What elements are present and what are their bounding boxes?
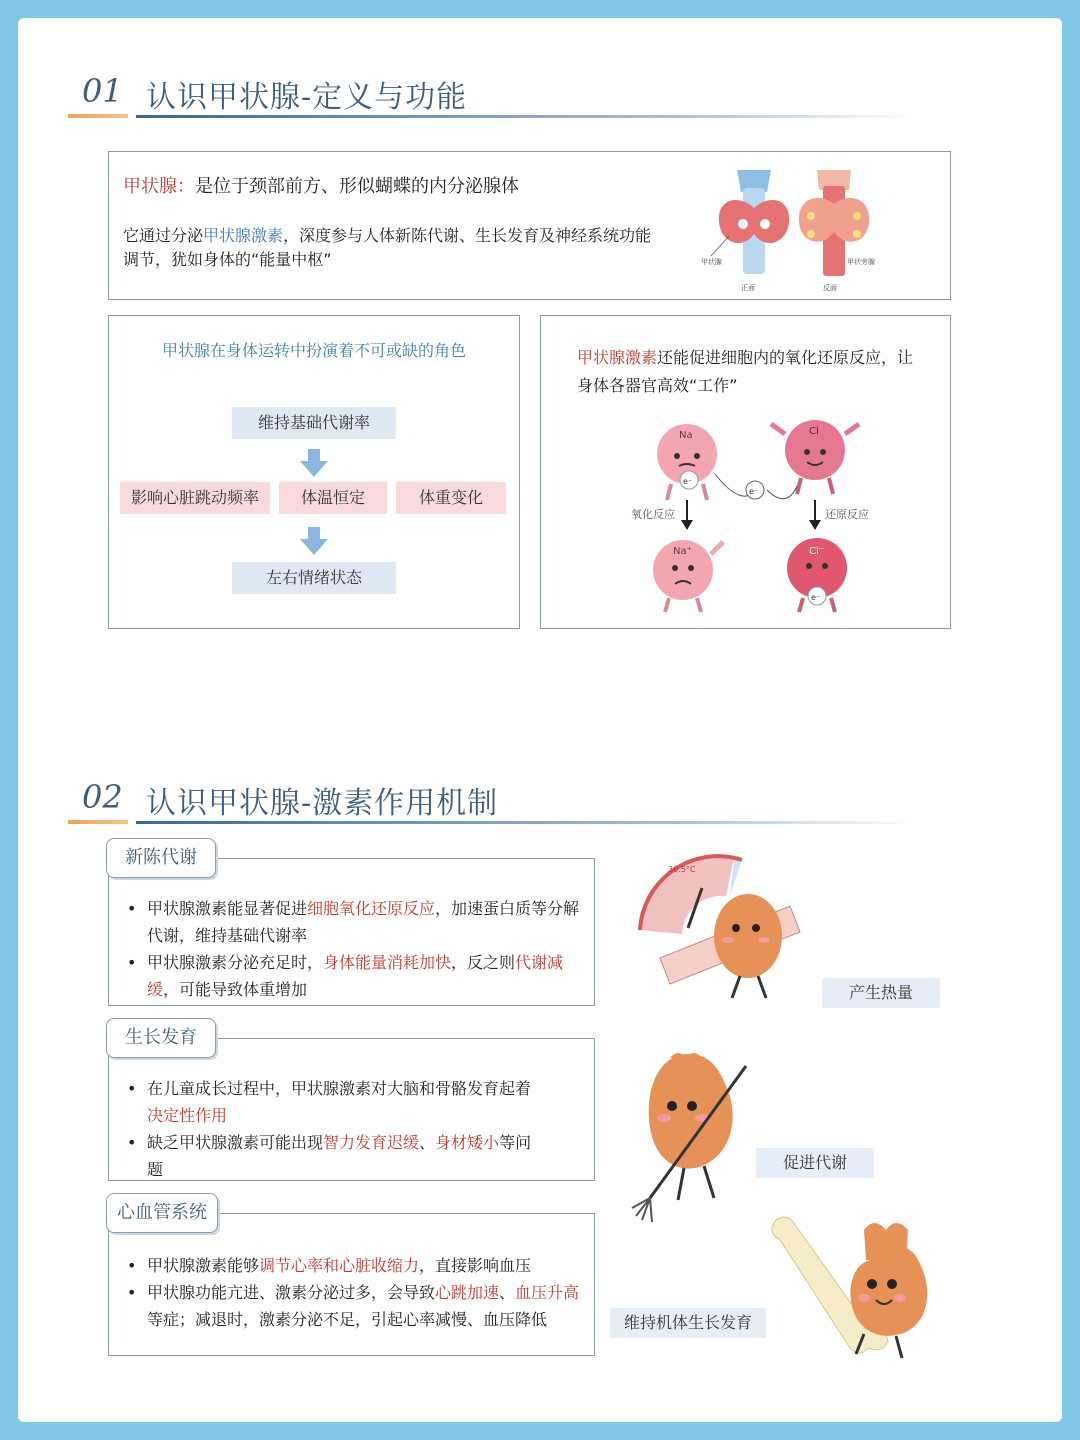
reduction-label: 还原反应: [825, 508, 869, 521]
flow-body-temperature: 体温恒定: [279, 482, 387, 514]
thermo-temp: 36.5°C: [668, 865, 696, 874]
description-highlight: 甲状腺激素: [203, 226, 284, 245]
redox-illustration: [611, 414, 911, 624]
caption-heat: 产生热量: [822, 978, 940, 1008]
heat-mascot-illustration: [630, 848, 820, 1008]
growth-list: [125, 1075, 545, 1183]
na-electron: e⁻: [683, 477, 693, 486]
growth-box: [108, 1038, 595, 1181]
caption-metabolism: 促进代谢: [756, 1148, 874, 1178]
electron-path-left: [715, 474, 751, 496]
flow-weight-change: 体重变化: [396, 482, 506, 514]
thyroid-front-view: [711, 170, 789, 274]
flow-arrow-stem-2: [308, 527, 320, 539]
cl-ion-label: Cl⁻: [809, 546, 825, 557]
cardio-list: [125, 1252, 587, 1333]
role-box-title: 甲状腺在身体运转中扮演着不可或缺的角色: [161, 341, 466, 360]
role-box: [108, 315, 520, 629]
flow-arrow-down-2: [300, 539, 328, 555]
na-ion-label: Na⁺: [673, 546, 692, 557]
growth-bullet-2: • 缺乏甲状腺激素可能出现智力发育迟缓、身材矮小等问题: [125, 1129, 545, 1183]
section2-number: 02: [82, 778, 123, 816]
chlorine-character: [771, 420, 859, 494]
flow-emotion: 左右情绪状态: [232, 562, 396, 594]
front-caption: 正面: [741, 284, 755, 292]
back-caption: 反面: [823, 284, 837, 292]
cardio-bullet-2: • 甲状腺功能亢进、激素分泌过多，会导致心跳加速、血压升高等症；减退时，激素分泌不足，引起心率减慢、血压降低: [125, 1279, 587, 1333]
metabolism-list: [125, 895, 585, 1003]
redox-text: [577, 344, 927, 400]
section1-title: 认识甲状腺-定义与功能: [146, 80, 468, 115]
sodium-character: [657, 424, 717, 500]
redox-highlight: 甲状腺激素: [577, 348, 658, 367]
chloride-ion-character: [787, 538, 847, 612]
cardio-bullet-1: • 甲状腺激素能够调节心率和心脏收缩力，直接影响血压: [125, 1252, 587, 1279]
tab-metabolism: 新陈代谢: [106, 838, 216, 878]
definition-term: 甲状腺: [123, 176, 177, 197]
tab-growth: 生长发育: [106, 1018, 216, 1058]
section1-rule: [136, 115, 916, 118]
section2-rule-accent: [68, 820, 128, 824]
oxidation-label: 氧化反应: [631, 508, 675, 521]
flow-arrow-stem-1: [308, 449, 320, 461]
metabolism-bullet-1: • 甲状腺激素能显著促进细胞氧化还原反应，加速蛋白质等分解代谢，维持基础代谢率: [125, 895, 585, 949]
redox-box: [540, 315, 951, 629]
sodium-ion-character: [653, 540, 723, 612]
redox-text-body: 还能促进细胞内的氧化还原反应，让身体各器官高效“工作”: [577, 348, 914, 395]
definition-box: [108, 151, 951, 300]
tab-cardiovascular: 心血管系统: [106, 1193, 218, 1233]
free-electron: e⁻: [749, 487, 759, 496]
na-label: Na: [679, 430, 693, 441]
electron-path-right: [767, 486, 797, 499]
thyroid-anatomy-illustration: [699, 164, 879, 294]
caption-growth: 维持机体生长发育: [610, 1308, 766, 1338]
flow-arrow-down-1: [300, 461, 328, 477]
metabolism-bullet-2: • 甲状腺激素分泌充足时，身体能量消耗加快，反之则代谢减缓，可能导致体重增加: [125, 949, 585, 1003]
flow-heart-rate: 影响心脏跳动频率: [120, 482, 270, 514]
section2-title: 认识甲状腺-激素作用机制: [146, 786, 499, 821]
metabolism-box: [108, 858, 595, 1006]
growth-mascot-illustration: [760, 1200, 960, 1370]
section1-number: 01: [82, 72, 123, 110]
back-label: 甲状旁腺: [847, 258, 875, 266]
section1-rule-accent: [68, 114, 128, 118]
cardio-box: [108, 1213, 595, 1356]
front-label: 甲状腺: [701, 258, 722, 266]
metabolism-mascot-illustration: [630, 1048, 760, 1228]
growth-bullet-1: • 在儿童成长过程中，甲状腺激素对大脑和骨骼发育起着决定性作用: [125, 1075, 545, 1129]
cl-label: Cl: [809, 426, 819, 437]
definition-colon: ：: [177, 176, 195, 197]
cl-electron: e⁻: [811, 593, 821, 602]
section2-rule: [136, 821, 916, 824]
description-part1: 它通过分泌: [123, 226, 204, 245]
definition-description: [123, 224, 653, 272]
description-part2: ，深度参与人体新陈代谢、生长发育及神经系统功能调节，犹如身体的“能量中枢”: [123, 226, 652, 269]
definition-line: [123, 174, 519, 200]
flow-maintain-metabolism: 维持基础代谢率: [232, 407, 396, 439]
definition-text: 是位于颈部前方、形似蝴蝶的内分泌腺体: [195, 176, 519, 197]
